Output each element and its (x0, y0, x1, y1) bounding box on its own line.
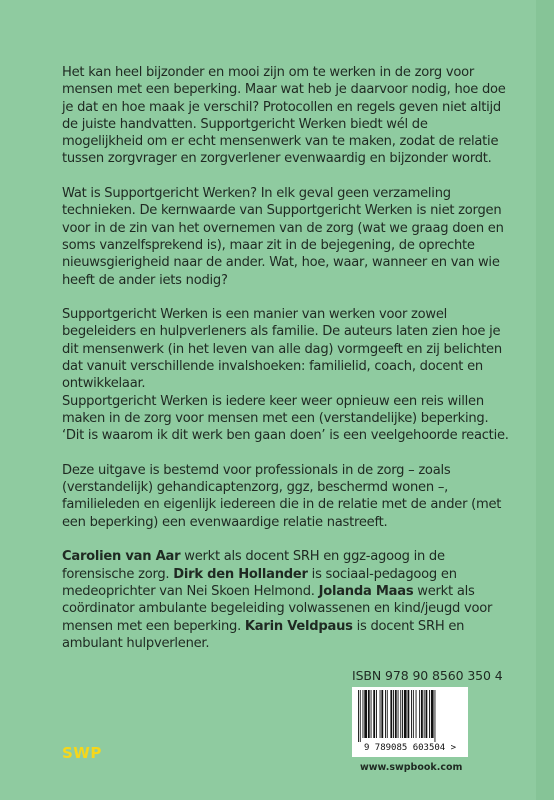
author-description: is sociaal-pedagoog en medeoprichter van Nei Skoen Helmond. (62, 566, 457, 599)
barcode-bar (371, 690, 372, 738)
barcode-bar (376, 690, 377, 738)
barcode-bar (398, 690, 399, 738)
publisher-logo: SWP (62, 744, 102, 762)
blurb-paragraph-4: Supportgericht Werken is iedere keer weer opnieuw een reis willen maken in de zorg voor mensen met een (verstandelijke) beperking. ‘Dit is waarom ik dit werk ben gaan doen’ is een veelgehoorde reactie. (62, 393, 509, 444)
blurb-paragraph-1: Het kan heel bijzonder en mooi zijn om te werken in de zorg voor mensen met een beperking. Maar wat heb je daarvoor nodig, hoe doe je dat en hoe maak je verschil? Protocollen en regels geven niet altijd de juiste handvatten. Supportgericht Werken biedt wél de mogelijkheid om er echt mensenwerk van te maken, zodat de relatie tussen zorgvrager en zorgverlener evenwaardig en bijzonder wordt. (62, 65, 506, 167)
barcode-bar (373, 690, 375, 738)
barcode-bar (404, 690, 407, 738)
barcode-bar (364, 690, 367, 738)
barcode-bar (421, 690, 423, 738)
author-name: Jolanda Maas (318, 583, 414, 599)
publisher-website: www.swpbook.com (360, 762, 463, 773)
barcode-bar (368, 690, 370, 738)
barcode-bar (431, 690, 434, 738)
barcode-bar (408, 690, 410, 738)
barcode-bar (426, 690, 428, 738)
barcode-bar (390, 690, 392, 738)
barcode-bar (358, 690, 359, 742)
barcode-bar (360, 690, 361, 742)
barcode-bar (411, 690, 412, 738)
barcode-bar (387, 690, 388, 738)
blurb-paragraph-3: Supportgericht Werken is een manier van werken voor zowel begeleiders en hulpverleners als familie. De auteurs laten zien hoe je dit mensenwerk (in het leven van alle dag) vormgeeft en zij belichten dat vanuit verschillende invalshoeken: familielid, coach, docent en ontwikkelaar. (62, 307, 502, 392)
barcode-bar (395, 690, 397, 738)
author-description: is docent SRH en ambulant hulpverlener. (62, 618, 465, 651)
barcode-bar (385, 690, 386, 738)
barcode (352, 687, 468, 757)
barcode-bar (424, 690, 425, 738)
barcode-bar (363, 690, 364, 738)
barcode-digits: 9 789085 603504 > (363, 743, 457, 753)
blurb-paragraph-5: Deze uitgave is bestemd voor professionals in de zorg – zoals (verstandelijk) gehandicaptenzorg, ggz, beschermd wonen –, familieleden en eigenlijk iedereen die in de relatie met de ander (met een beperking) een evenwaardige relatie nastreeft. (62, 462, 502, 530)
isbn-number: ISBN 978 90 8560 350 4 (352, 668, 503, 683)
cover-edge-strip (536, 0, 554, 800)
barcode-bar (435, 690, 436, 742)
author-name: Karin Veldpaus (244, 618, 353, 634)
barcode-bar (381, 690, 383, 738)
author-bios (62, 548, 512, 652)
barcode-bar (400, 690, 401, 738)
barcode-bar (419, 690, 420, 738)
author-name: Dirk den Hollander (173, 566, 308, 582)
barcode-bar (429, 690, 430, 738)
barcode-bar (416, 690, 417, 738)
blurb-paragraph-2: Wat is Supportgericht Werken? In elk geval geen verzameling technieken. De kernwaarde van Supportgericht Werken is niet zorgen voor in de zin van het overnemen van de zorg (wat we graag doen en soms vanzelfsprekend is), maar zit in de bejegening, de oprechte nieuwsgierigheid naar de ander. Wat, hoe, waar, wanneer en van wie heeft de ander iets nodig? (62, 186, 504, 288)
back-cover-text (62, 64, 512, 669)
barcode-bar (380, 690, 381, 738)
barcode-bar (413, 690, 414, 738)
author-name: Carolien van Aar (62, 549, 181, 565)
barcode-bar (393, 690, 394, 738)
barcode-bar (402, 690, 403, 738)
author-description: werkt als coördinator ambulante begeleiding volwassenen en kind/jeugd voor mensen met een beperking. (62, 583, 493, 634)
barcode-bars (358, 690, 462, 742)
author-description: werkt als docent SRH en ggz-agoog in de forensische zorg. (62, 549, 445, 582)
